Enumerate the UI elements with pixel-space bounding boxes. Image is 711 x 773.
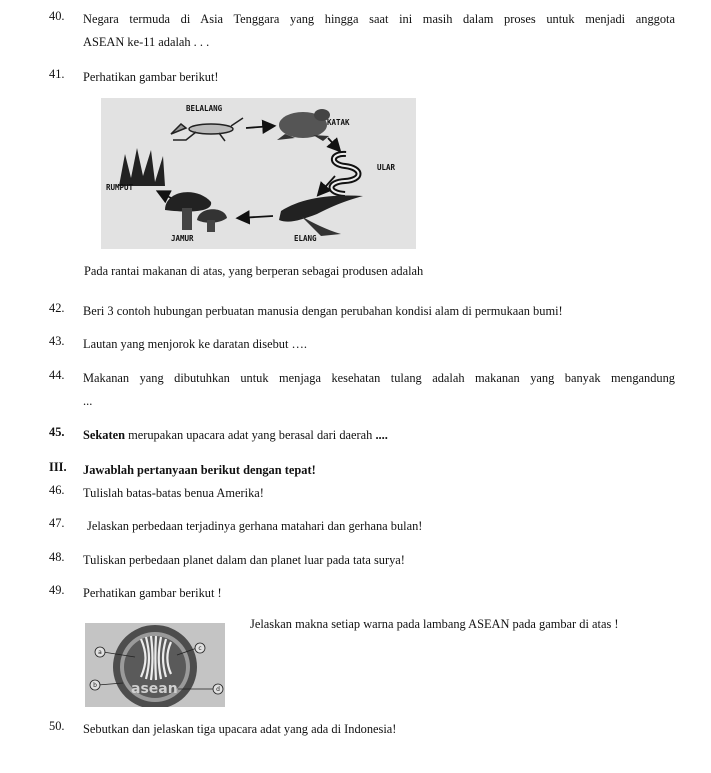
frog-icon — [277, 109, 330, 141]
food-chain-figure — [101, 98, 416, 249]
asean-logo-figure — [85, 623, 225, 707]
q41-caption: Pada rantai makanan di atas, yang berperan sebagai produsen adalah — [84, 264, 424, 278]
question-text: Negara termuda di Asia Tenggara yang hingga saat ini masih dalam proses untuk menjadi anggota — [83, 12, 675, 26]
question-number: 47. — [49, 516, 65, 530]
label-elang: ELANG — [294, 234, 317, 243]
question-text: Lautan yang menjorok ke daratan disebut …. — [83, 337, 307, 351]
callout-a: a — [98, 649, 102, 656]
callout-c: c — [198, 645, 202, 652]
question-text: Perhatikan gambar berikut! — [83, 70, 219, 84]
section-number: III. — [49, 460, 67, 474]
grasshopper-icon — [171, 118, 243, 141]
question-number: 48. — [49, 550, 65, 564]
question-number: 41. — [49, 67, 65, 81]
food-chain-svg — [101, 98, 416, 249]
question-number: 49. — [49, 583, 65, 597]
question-number: 45. — [49, 425, 65, 439]
question-number: 43. — [49, 334, 65, 348]
question-text: Sebutkan dan jelaskan tiga upacara adat yang ada di Indonesia! — [83, 722, 397, 736]
question-body: merupakan upacara adat yang berasal dari daerah — [125, 428, 376, 442]
label-belalang: BELALANG — [186, 104, 223, 113]
label-jamur: JAMUR — [171, 234, 194, 243]
callout-d: d — [216, 686, 220, 693]
question-number: 44. — [49, 368, 65, 382]
bold-term: Sekaten — [83, 428, 125, 442]
asean-logo-svg — [85, 623, 225, 707]
grass-icon — [119, 148, 165, 186]
question-text: Tuliskan perbedaan planet dalam dan planet luar pada tata surya! — [83, 553, 405, 567]
label-katak: KATAK — [327, 118, 350, 127]
snake-icon — [332, 154, 359, 194]
blank-dots: .... — [375, 428, 388, 442]
eagle-icon — [279, 196, 363, 236]
question-number: 50. — [49, 719, 65, 733]
question-text-cont: ... — [83, 394, 93, 408]
question-number: 42. — [49, 301, 65, 315]
callout-b: b — [93, 682, 97, 689]
question-number: 40. — [49, 9, 65, 23]
question-text: Tulislah batas-batas benua Amerika! — [83, 486, 264, 500]
question-text: Perhatikan gambar berikut ! — [83, 586, 222, 600]
question-text-cont: ASEAN ke-11 adalah . . . — [83, 35, 210, 49]
asean-wordmark: asean — [131, 681, 178, 697]
label-rumput: RUMPUT — [106, 183, 134, 192]
question-text — [83, 425, 675, 446]
label-ular: ULAR — [377, 163, 396, 172]
q49-side-text: Jelaskan makna setiap warna pada lambang ASEAN pada gambar di atas ! — [250, 617, 619, 631]
question-text-block — [83, 9, 675, 53]
question-text: Makanan yang dibutuhkan untuk menjaga kesehatan tulang adalah makanan yang banyak mengandung — [83, 371, 675, 385]
question-text-block — [83, 368, 675, 412]
question-text: Beri 3 contoh hubungan perbuatan manusia dengan perubahan kondisi alam di permukaan bumi! — [83, 304, 563, 318]
question-text: Jelaskan perbedaan terjadinya gerhana matahari dan gerhana bulan! — [87, 519, 423, 533]
question-number: 46. — [49, 483, 65, 497]
section-title: Jawablah pertanyaan berikut dengan tepat! — [83, 463, 316, 477]
mushroom-icon — [165, 192, 227, 232]
